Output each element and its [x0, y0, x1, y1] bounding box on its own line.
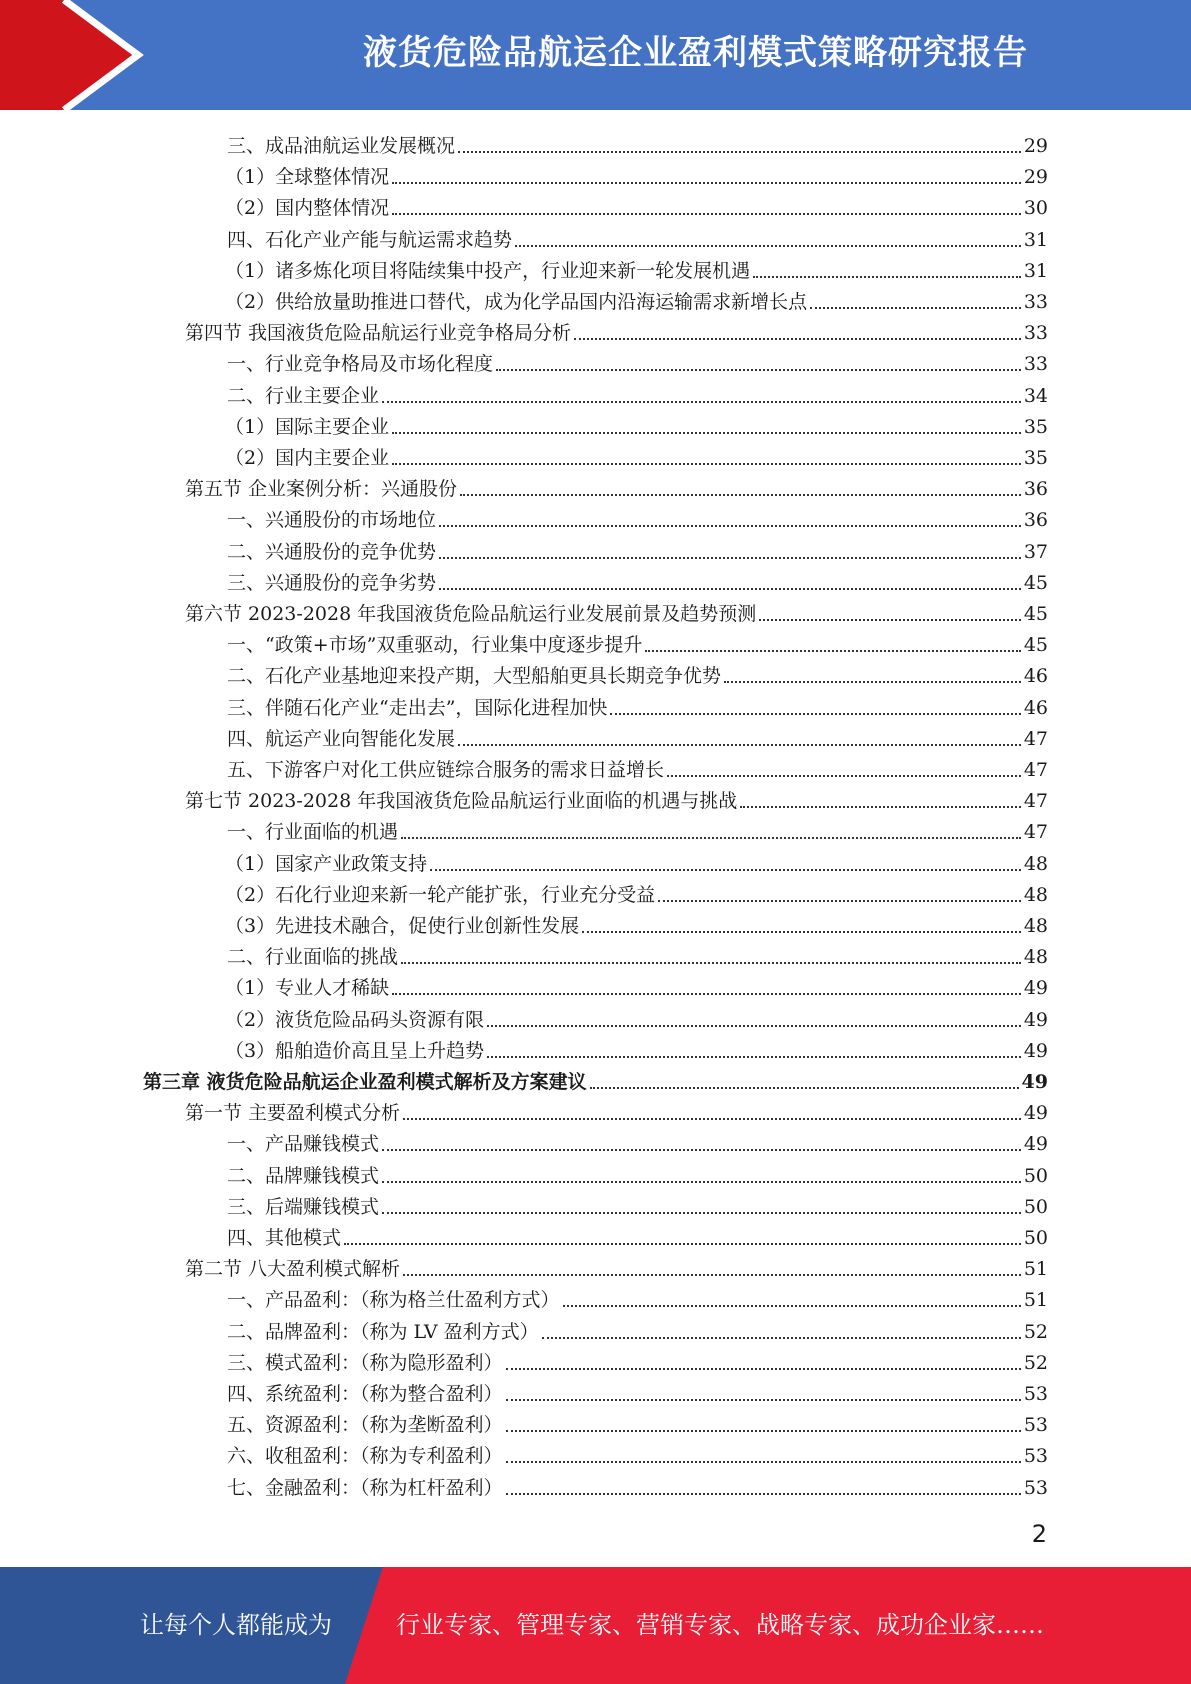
toc-dot-leader	[382, 1212, 1021, 1214]
toc-dot-leader	[753, 276, 1021, 278]
toc-dot-leader	[392, 432, 1021, 434]
page-header	[0, 0, 1191, 110]
toc-entry[interactable]	[227, 1406, 1048, 1437]
toc-entry-title: （1）国际主要企业	[225, 415, 390, 438]
toc-dot-leader	[460, 494, 1021, 496]
toc-entry[interactable]	[225, 252, 1048, 283]
toc-entry-page: 47	[1023, 727, 1048, 750]
toc-entry-title: 一、产品赚钱模式	[227, 1133, 380, 1156]
toc-entry-title: （3）船舶造价高且呈上升趋势	[225, 1039, 485, 1062]
toc-entry[interactable]	[227, 127, 1048, 158]
toc-entry-page: 29	[1023, 135, 1048, 157]
toc-dot-leader	[645, 650, 1020, 652]
toc-entry-title: 三、成品油航运业发展概况	[227, 135, 456, 157]
toc-entry[interactable]	[227, 720, 1048, 751]
toc-entry-page: 50	[1023, 1227, 1048, 1249]
toc-entry[interactable]	[227, 938, 1048, 969]
toc-entry-page: 45	[1023, 603, 1048, 625]
toc-entry[interactable]	[227, 1469, 1048, 1500]
toc-entry[interactable]	[185, 782, 1048, 813]
toc-entry-title: 一、行业竞争格局及市场化程度	[227, 353, 494, 376]
toc-entry[interactable]	[225, 907, 1048, 938]
toc-entry-page: 36	[1023, 478, 1048, 501]
toc-entry-page: 47	[1023, 759, 1048, 781]
toc-entry-title: 三、伴随石化产业“走出去”，国际化进程加快	[227, 696, 608, 719]
toc-entry[interactable]	[185, 595, 1048, 626]
toc-entry[interactable]	[227, 501, 1048, 532]
toc-entry-page: 35	[1023, 447, 1048, 469]
toc-entry-title: 四、系统盈利：（称为整合盈利）	[227, 1383, 503, 1405]
toc-entry-page: 51	[1023, 1258, 1048, 1281]
toc-dot-leader	[496, 369, 1021, 371]
toc-entry-title: 二、兴通股份的竞争优势	[227, 540, 437, 563]
toc-dot-leader	[430, 869, 1021, 871]
toc-dot-leader	[610, 713, 1020, 715]
toc-entry[interactable]	[225, 969, 1048, 1000]
toc-entry-title: 一、行业面临的机遇	[227, 821, 399, 844]
toc-entry-title: 四、航运产业向智能化发展	[227, 727, 456, 750]
toc-dot-leader	[810, 307, 1021, 309]
toc-entry[interactable]	[227, 377, 1048, 408]
toc-entry-title: 第七节 2023-2028 年我国液货危险品航运行业面临的机遇与挑战	[185, 790, 738, 813]
toc-entry-title: 三、模式盈利：（称为隐形盈利）	[227, 1351, 503, 1374]
toc-entry[interactable]	[225, 439, 1048, 470]
toc-entry[interactable]	[185, 1094, 1048, 1125]
toc-entry[interactable]	[225, 189, 1048, 220]
toc-entry-page: 53	[1023, 1445, 1048, 1468]
toc-entry[interactable]	[227, 1219, 1048, 1250]
toc-dot-leader	[344, 1243, 1021, 1245]
toc-entry-page: 51	[1023, 1289, 1048, 1312]
toc-entry-title: （1）专业人才稀缺	[225, 977, 390, 1000]
toc-entry-title: 一、产品盈利：（称为格兰仕盈利方式）	[227, 1289, 560, 1312]
toc-entry[interactable]	[227, 626, 1048, 657]
toc-entry-title: 三、后端赚钱模式	[227, 1195, 380, 1218]
toc-entry-title: 六、收租盈利：（称为专利盈利）	[227, 1445, 503, 1468]
toc-dot-leader	[759, 619, 1021, 621]
toc-dot-leader	[724, 681, 1021, 683]
toc-entry-page: 49	[1021, 1071, 1048, 1093]
toc-entry-title: 第一节 主要盈利模式分析	[185, 1102, 401, 1125]
toc-dot-leader	[506, 1493, 1021, 1495]
toc-entry-title: （1）诸多炼化项目将陆续集中投产，行业迎来新一轮发展机遇	[225, 259, 751, 282]
toc-dot-leader	[506, 1430, 1021, 1432]
toc-entry[interactable]	[225, 1001, 1048, 1032]
toc-entry[interactable]	[225, 876, 1048, 907]
toc-entry-title: 三、兴通股份的竞争劣势	[227, 571, 437, 594]
toc-dot-leader	[740, 806, 1021, 808]
toc-entry-page: 36	[1023, 509, 1048, 532]
toc-entry-title: 四、石化产业产能与航运需求趋势	[227, 228, 513, 251]
toc-entry-page: 53	[1023, 1414, 1048, 1437]
footer-slogan-left: 让每个人都能成为	[140, 1611, 332, 1639]
toc-entry-title: 二、行业主要企业	[227, 384, 380, 407]
toc-entry[interactable]	[225, 1032, 1048, 1063]
toc-entry-title: 第三章 液货危险品航运企业盈利模式解析及方案建议	[143, 1071, 587, 1093]
toc-entry-page: 47	[1023, 821, 1048, 844]
report-title: 液货危险品航运企业盈利模式策略研究报告	[363, 33, 1028, 73]
toc-entry-page: 49	[1023, 1039, 1048, 1062]
toc-entry-page: 48	[1023, 883, 1048, 906]
toc-dot-leader	[439, 525, 1021, 527]
toc-entry-page: 49	[1023, 977, 1048, 1000]
toc-entry[interactable]	[185, 470, 1048, 501]
toc-entry-page: 31	[1023, 259, 1048, 282]
toc-entry[interactable]	[185, 1250, 1048, 1281]
toc-entry[interactable]	[227, 1188, 1048, 1219]
toc-entry[interactable]	[227, 1313, 1048, 1344]
toc-entry-title: （2）供给放量助推进口替代，成为化学品国内沿海运输需求新增长点	[225, 291, 808, 313]
toc-entry[interactable]	[225, 408, 1048, 439]
toc-entry-title: （2）国内整体情况	[225, 197, 390, 220]
toc-dot-leader	[582, 931, 1021, 933]
toc-dot-leader	[506, 1461, 1021, 1463]
toc-entry-page: 33	[1023, 291, 1048, 313]
toc-entry[interactable]	[227, 533, 1048, 564]
toc-entry-page: 29	[1023, 166, 1048, 189]
toc-entry-page: 52	[1023, 1351, 1048, 1374]
toc-entry-page: 50	[1023, 1164, 1048, 1187]
toc-entry-page: 30	[1023, 197, 1048, 220]
toc-entry-title: 四、其他模式	[227, 1227, 342, 1249]
toc-dot-leader	[401, 962, 1021, 964]
toc-dot-leader	[392, 993, 1021, 995]
toc-entry-title: 二、品牌赚钱模式	[227, 1164, 380, 1187]
page-number: 2	[1031, 1520, 1047, 1548]
toc-entry-title: 二、石化产业基地迎来投产期，大型船舶更具长期竞争优势	[227, 665, 722, 688]
toc-dot-leader	[658, 900, 1021, 902]
toc-dot-leader	[667, 775, 1021, 777]
toc-entry[interactable]	[225, 283, 1048, 314]
toc-dot-leader	[563, 1305, 1021, 1307]
toc-dot-leader	[439, 557, 1021, 559]
toc-dot-leader	[574, 338, 1021, 340]
toc-entry-page: 33	[1023, 322, 1048, 345]
toc-dot-leader	[401, 837, 1021, 839]
toc-entry[interactable]	[227, 1157, 1048, 1188]
header-red-arrow	[0, 0, 138, 110]
toc-entry[interactable]	[227, 689, 1048, 720]
toc-entry[interactable]	[227, 221, 1048, 252]
footer-slogan-right: 行业专家、管理专家、营销专家、战略专家、成功企业家……	[396, 1611, 1044, 1639]
toc-entry[interactable]	[227, 345, 1048, 376]
toc-dot-leader	[382, 1149, 1021, 1151]
toc-entry-page: 46	[1023, 665, 1048, 688]
toc-entry-page: 33	[1023, 353, 1048, 376]
toc-dot-leader	[506, 1399, 1021, 1401]
toc-entry-page: 35	[1023, 415, 1048, 438]
toc-entry[interactable]	[227, 751, 1048, 782]
toc-dot-leader	[590, 1087, 1019, 1089]
toc-entry-page: 52	[1023, 1320, 1048, 1343]
toc-entry-page: 49	[1023, 1102, 1048, 1125]
toc-entry-title: 一、兴通股份的市场地位	[227, 509, 437, 532]
toc-entry-page: 37	[1023, 540, 1048, 563]
toc-entry-title: 二、行业面临的挑战	[227, 946, 399, 969]
toc-entry-title: （2）液货危险品码头资源有限	[225, 1008, 485, 1031]
toc-dot-leader	[439, 588, 1021, 590]
page-footer	[0, 1567, 1191, 1684]
toc-entry[interactable]	[227, 1281, 1048, 1312]
toc-entry-page: 48	[1023, 915, 1048, 937]
toc-dot-leader	[403, 1274, 1021, 1276]
toc-entry-title: 第五节 企业案例分析：兴通股份	[185, 478, 458, 501]
toc-entry[interactable]	[227, 657, 1048, 688]
toc-entry-page: 46	[1023, 696, 1048, 719]
toc-entry-title: （1）全球整体情况	[225, 166, 390, 189]
toc-entry-title: 五、资源盈利：（称为垄断盈利）	[227, 1414, 503, 1437]
toc-entry[interactable]	[227, 813, 1048, 844]
toc-entry[interactable]	[227, 564, 1048, 595]
toc-entry-title: 第二节 八大盈利模式解析	[185, 1258, 401, 1281]
toc-entry-title: （2）国内主要企业	[225, 447, 390, 469]
toc-entry[interactable]	[225, 845, 1048, 876]
toc-entry-title: 第四节 我国液货危险品航运行业竞争格局分析	[185, 322, 572, 345]
toc-dot-leader	[392, 463, 1021, 465]
toc-entry-page: 53	[1023, 1476, 1048, 1499]
toc-dot-leader	[458, 744, 1021, 746]
toc-dot-leader	[403, 1118, 1021, 1120]
toc-dot-leader	[487, 1056, 1021, 1058]
toc-entry-title: 一、“政策+市场”双重驱动，行业集中度逐步提升	[227, 634, 643, 657]
toc-dot-leader	[458, 151, 1021, 153]
toc-entry-page: 47	[1023, 790, 1048, 813]
toc-entry-page: 48	[1023, 946, 1048, 969]
toc-entry[interactable]	[227, 1344, 1048, 1375]
toc-entry-title: 五、下游客户对化工供应链综合服务的需求日益增长	[227, 759, 665, 781]
toc-entry[interactable]	[143, 1063, 1048, 1094]
toc-entry-title: （1）国家产业政策支持	[225, 852, 428, 875]
toc-entry-title: 第六节 2023-2028 年我国液货危险品航运行业发展前景及趋势预测	[185, 603, 757, 625]
toc-entry-page: 45	[1023, 634, 1048, 657]
toc-entry-title: （2）石化行业迎来新一轮产能扩张，行业充分受益	[225, 883, 656, 906]
toc-entry-page: 49	[1023, 1008, 1048, 1031]
toc-entry-title: 二、品牌盈利：（称为 LV 盈利方式）	[227, 1320, 539, 1343]
toc-dot-leader	[382, 1181, 1021, 1183]
toc-dot-leader	[506, 1368, 1021, 1370]
toc-entry[interactable]	[227, 1375, 1048, 1406]
toc-entry-title: 七、金融盈利：（称为杠杆盈利）	[227, 1476, 503, 1499]
toc-entry-page: 31	[1023, 228, 1048, 251]
toc-dot-leader	[515, 245, 1021, 247]
toc-entry-page: 53	[1023, 1383, 1048, 1405]
toc-entry[interactable]	[185, 314, 1048, 345]
toc-dot-leader	[542, 1337, 1021, 1339]
toc-entry[interactable]	[227, 1125, 1048, 1156]
toc-entry[interactable]	[225, 158, 1048, 189]
toc-entry-page: 50	[1023, 1195, 1048, 1218]
toc-dot-leader	[392, 182, 1021, 184]
toc-dot-leader	[487, 1025, 1021, 1027]
toc-entry-page: 48	[1023, 852, 1048, 875]
toc-entry[interactable]	[227, 1437, 1048, 1468]
toc-entry-title: （3）先进技术融合，促使行业创新性发展	[225, 915, 580, 937]
toc-dot-leader	[392, 213, 1021, 215]
toc-dot-leader	[382, 401, 1021, 403]
toc-entry-page: 34	[1023, 384, 1048, 407]
toc-entry-page: 49	[1023, 1133, 1048, 1156]
toc-entry-page: 45	[1023, 571, 1048, 594]
